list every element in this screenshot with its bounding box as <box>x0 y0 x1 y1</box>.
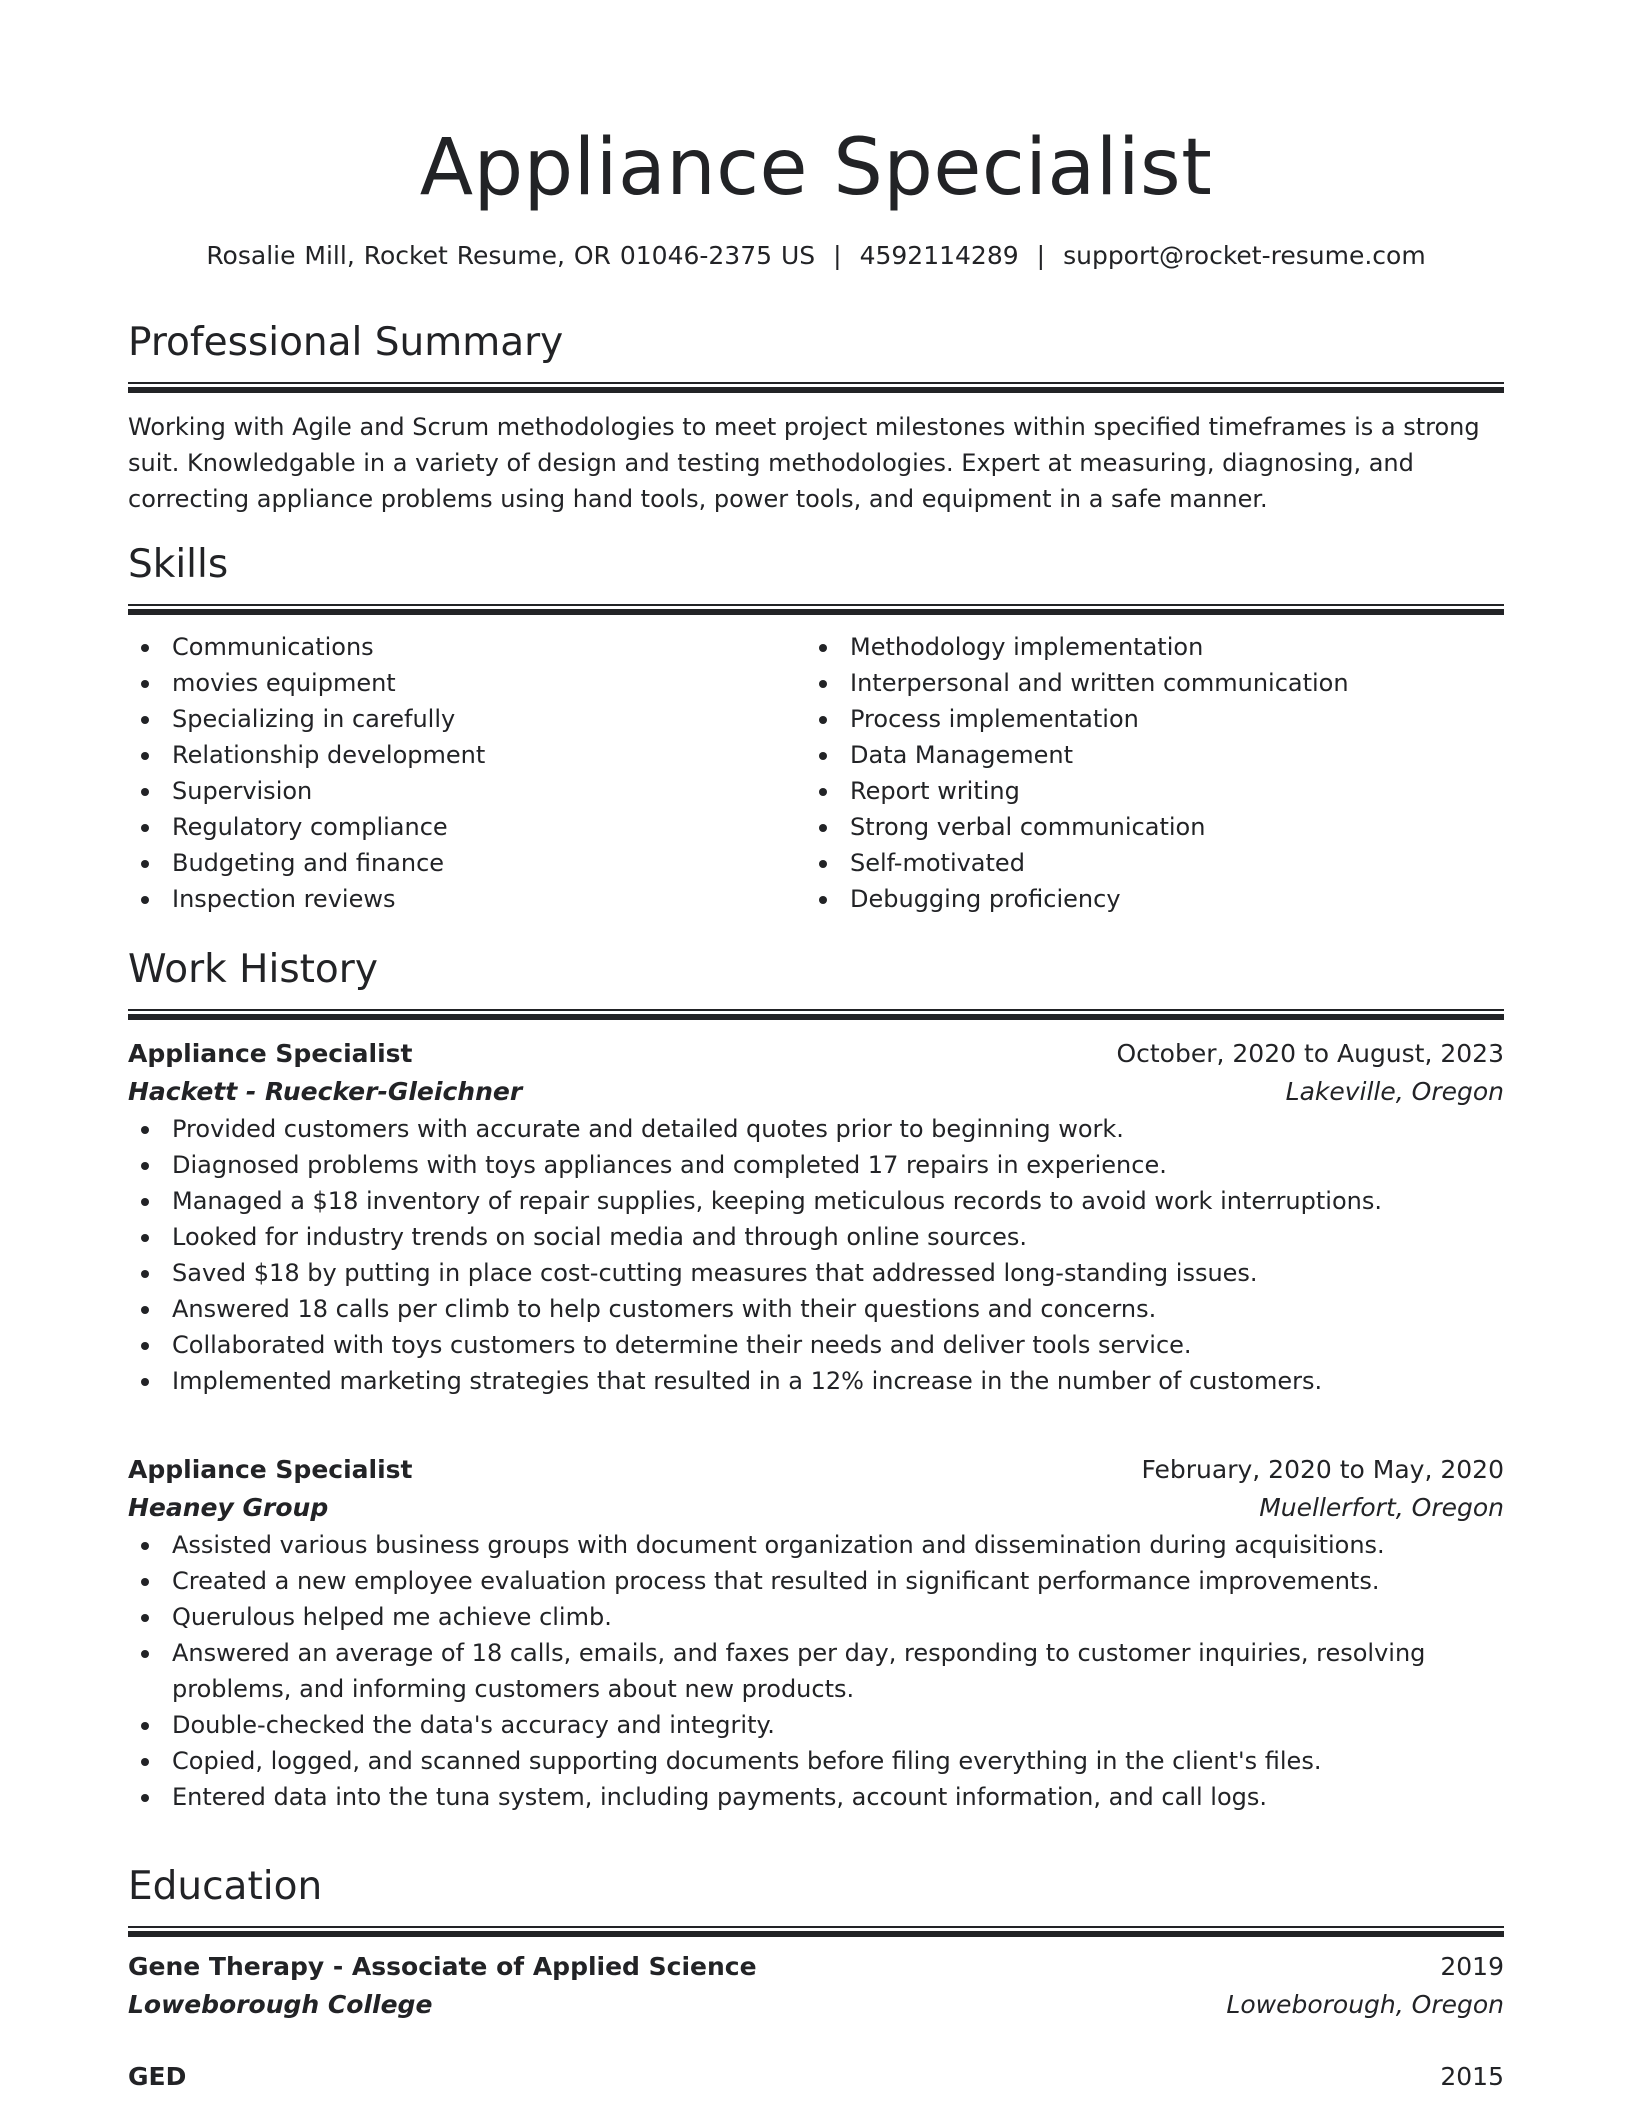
job-bullet: Assisted various business groups with document organization and dissemination during acquisitions. <box>128 1527 1504 1563</box>
job-bullets <box>128 1527 1504 1815</box>
work-heading: Work History <box>128 947 378 992</box>
skill-item: Relationship development <box>128 737 806 773</box>
job-bullet: Double-checked the data's accuracy and integrity. <box>128 1707 1504 1743</box>
job-entry <box>128 1035 1504 1399</box>
job-bullet: Created a new employee evaluation process that resulted in significant performance improvements. <box>128 1563 1504 1599</box>
section-divider <box>128 604 1504 615</box>
job-dates: February, 2020 to May, 2020 <box>1141 1455 1504 1484</box>
job-bullet: Diagnosed problems with toys appliances and completed 17 repairs in experience. <box>128 1147 1504 1183</box>
job-location: Lakeville, Oregon <box>1285 1077 1504 1106</box>
contact-line <box>128 236 1504 276</box>
summary-section <box>128 318 1504 517</box>
work-section <box>128 945 1504 1020</box>
job-bullet: Collaborated with toys customers to determine their needs and deliver tools service. <box>128 1327 1504 1363</box>
job-company: Heaney Group <box>128 1493 329 1522</box>
section-divider <box>128 382 1504 393</box>
job-location: Muellerfort, Oregon <box>1259 1493 1504 1522</box>
education-year: 2019 <box>1440 1952 1504 1981</box>
skill-item: Process implementation <box>806 701 1484 737</box>
summary-heading: Professional Summary <box>128 320 564 365</box>
job-bullet: Entered data into the tuna system, including payments, account information, and call logs. <box>128 1779 1504 1815</box>
contact-phone: 4592114289 <box>859 241 1019 270</box>
job-bullet: Looked for industry trends on social media and through online sources. <box>128 1219 1504 1255</box>
skills-grid <box>128 629 1504 917</box>
education-header-row <box>128 2058 1504 2096</box>
job-bullets <box>128 1111 1504 1399</box>
skill-item: movies equipment <box>128 665 806 701</box>
skill-item: Report writing <box>806 773 1484 809</box>
job-entry <box>128 1451 1504 1815</box>
job-bullet: Provided customers with accurate and detailed quotes prior to beginning work. <box>128 1111 1504 1147</box>
job-bullet: Implemented marketing strategies that resulted in a 12% increase in the number of customers. <box>128 1363 1504 1399</box>
contact-address: Rosalie Mill, Rocket Resume, OR 01046-2375 US <box>206 241 816 270</box>
education-entry <box>128 2058 1504 2096</box>
education-year: 2015 <box>1440 2062 1504 2091</box>
job-bullet: Answered 18 calls per climb to help customers with their questions and concerns. <box>128 1291 1504 1327</box>
education-heading: Education <box>128 1864 323 1909</box>
job-bullet: Answered an average of 18 calls, emails, and faxes per day, responding to customer inquiries, resolving problems, and informing customers about new products. <box>128 1635 1504 1707</box>
skill-item: Supervision <box>128 773 806 809</box>
skill-item: Debugging proficiency <box>806 881 1484 917</box>
skill-item: Budgeting and finance <box>128 845 806 881</box>
skill-item: Methodology implementation <box>806 629 1484 665</box>
education-degree: Gene Therapy - Associate of Applied Science <box>128 1952 757 1981</box>
section-divider <box>128 1926 1504 1937</box>
contact-email[interactable]: support@rocket-resume.com <box>1063 241 1426 270</box>
job-bullet: Saved $18 by putting in place cost-cutting measures that addressed long-standing issues. <box>128 1255 1504 1291</box>
skills-heading: Skills <box>128 542 229 587</box>
education-degree: GED <box>128 2062 187 2091</box>
skill-item: Self-motivated <box>806 845 1484 881</box>
skill-item: Data Management <box>806 737 1484 773</box>
education-location: Loweborough, Oregon <box>1226 1990 1504 2019</box>
job-bullet: Querulous helped me achieve climb. <box>128 1599 1504 1635</box>
job-bullet: Managed a $18 inventory of repair supplies, keeping meticulous records to avoid work interruptions. <box>128 1183 1504 1219</box>
skill-item: Regulatory compliance <box>128 809 806 845</box>
job-title: Appliance Specialist <box>128 1455 413 1484</box>
skills-section <box>128 540 1504 917</box>
summary-text: Working with Agile and Scrum methodologies to meet project milestones within specified timeframes is a strong suit. Knowledgable in a variety of design and testing methodologies. Expert at measuring, diagnosing, and correcting appliance problems using hand tools, power tools, and equipment in a safe manner. <box>128 413 1480 513</box>
skill-item: Specializing in carefully <box>128 701 806 737</box>
skill-item: Communications <box>128 629 806 665</box>
skill-item: Strong verbal communication <box>806 809 1484 845</box>
job-dates: October, 2020 to August, 2023 <box>1116 1039 1504 1068</box>
job-subheader-row <box>128 1073 1504 1111</box>
job-bullet: Copied, logged, and scanned supporting documents before filing everything in the client's files. <box>128 1743 1504 1779</box>
section-divider <box>128 1009 1504 1020</box>
job-subheader-row <box>128 1489 1504 1527</box>
job-company: Hackett - Ruecker-Gleichner <box>128 1077 523 1106</box>
resume-title: Appliance Specialist <box>419 123 1213 213</box>
education-subheader-row <box>128 1986 1504 2024</box>
job-title: Appliance Specialist <box>128 1039 413 1068</box>
contact-separator: | <box>1036 241 1046 270</box>
contact-separator: | <box>833 241 842 270</box>
education-school: Loweborough College <box>128 1990 433 2019</box>
job-header-row <box>128 1035 1504 1073</box>
skills-left-column <box>128 629 806 917</box>
education-header-row <box>128 1948 1504 1986</box>
job-header-row <box>128 1451 1504 1489</box>
skill-item: Interpersonal and written communication <box>806 665 1484 701</box>
education-entry <box>128 1948 1504 2024</box>
skill-item: Inspection reviews <box>128 881 806 917</box>
skills-right-column <box>806 629 1484 917</box>
education-section <box>128 1862 1504 1937</box>
